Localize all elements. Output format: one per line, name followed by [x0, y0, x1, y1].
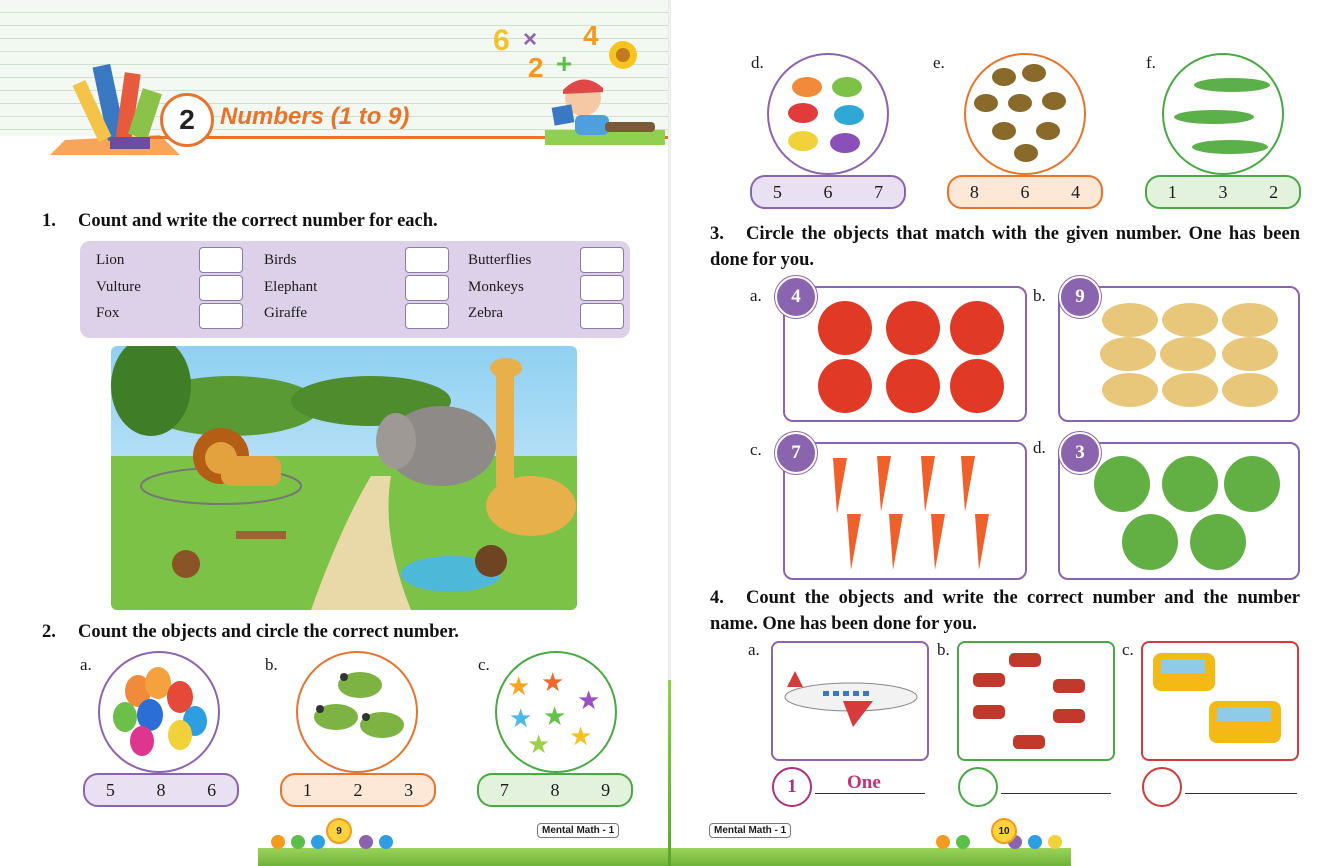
answer-box-giraffe[interactable]: [405, 303, 449, 329]
q2e-options: [947, 175, 1103, 209]
chapter-number: 2: [160, 93, 214, 147]
girl-reading-illustration: [545, 70, 665, 145]
option[interactable]: 3: [1218, 181, 1228, 202]
answer-box-birds[interactable]: [405, 247, 449, 273]
svg-text:6: 6: [493, 24, 510, 57]
answer-box-fox[interactable]: [199, 303, 243, 329]
balloons-circle: [98, 651, 220, 773]
tomatoes-box[interactable]: [783, 286, 1027, 422]
starfish-icon: [497, 653, 615, 771]
option[interactable]: 5: [105, 779, 115, 800]
turtles-icon: [966, 55, 1084, 173]
option[interactable]: 6: [823, 181, 833, 202]
airplane-box: [771, 641, 929, 761]
option[interactable]: 5: [772, 181, 782, 202]
page-number-left: 9: [326, 818, 352, 844]
q2a-options: [83, 773, 239, 807]
svg-text:★: ★: [509, 704, 533, 734]
carrots-icon: [785, 444, 1025, 578]
label-monkeys: Monkeys: [468, 279, 524, 295]
svg-text:★: ★: [541, 668, 565, 698]
question-2-text: Count the objects and circle the correct number.: [78, 622, 459, 642]
tomatoes-icon: [785, 288, 1025, 420]
option[interactable]: 3: [404, 779, 414, 800]
option[interactable]: 8: [156, 779, 166, 800]
option[interactable]: 1: [1167, 181, 1177, 202]
answer-box-butterflies[interactable]: [580, 247, 624, 273]
starfish-circle: [495, 651, 617, 773]
svg-text:×: ×: [523, 26, 538, 53]
q2-label-d: d.: [751, 53, 764, 72]
svg-text:★: ★: [569, 722, 593, 752]
svg-text:2: 2: [528, 52, 544, 83]
option[interactable]: 6: [207, 779, 217, 800]
q2-label-a: a.: [80, 655, 92, 674]
crocodiles-icon: [1164, 55, 1282, 173]
svg-text:★: ★: [577, 686, 601, 716]
label-elephant: Elephant: [264, 279, 318, 295]
svg-text:4: 4: [583, 20, 599, 51]
question-2-number: 2.: [42, 622, 56, 642]
question-4-number: 4.: [710, 588, 724, 608]
frogs-icon: [298, 653, 416, 771]
motorbikes-icon: [959, 643, 1113, 759]
svg-text:★: ★: [527, 730, 551, 760]
number-name-a[interactable]: One: [847, 772, 881, 793]
number-badge: 3: [1059, 432, 1101, 474]
answer-box-zebra[interactable]: [580, 303, 624, 329]
carrots-box[interactable]: [783, 442, 1027, 580]
question-4-text: Count the objects and write the correct number and the number name. One has been done for you.: [710, 588, 1300, 634]
answer-line-a: [815, 793, 925, 794]
answer-box-elephant[interactable]: [405, 275, 449, 301]
count-circle-b[interactable]: [958, 767, 998, 807]
svg-text:★: ★: [543, 702, 567, 732]
left-page: [0, 0, 668, 866]
answer-box-lion[interactable]: [199, 247, 243, 273]
q4-label-b: b.: [937, 640, 950, 659]
answer-box-vulture[interactable]: [199, 275, 243, 301]
count-circle-a[interactable]: 1: [772, 767, 812, 807]
q4-label-a: a.: [748, 640, 760, 659]
turtles-circle: [964, 53, 1086, 175]
question-3-number: 3.: [710, 224, 724, 244]
book-title-left: Mental Math - 1: [537, 823, 619, 838]
crocodiles-circle: [1162, 53, 1284, 175]
book-title-right: Mental Math - 1: [709, 823, 791, 838]
svg-text:+: +: [556, 48, 573, 79]
number-badge: 4: [775, 276, 817, 318]
q2c-options: [477, 773, 633, 807]
label-lion: Lion: [96, 252, 125, 268]
q4-label-c: c.: [1122, 640, 1134, 659]
answer-line-b[interactable]: [1001, 793, 1111, 794]
option[interactable]: 8: [969, 181, 979, 202]
balloons-icon: [100, 653, 218, 771]
motorbikes-box: [957, 641, 1115, 761]
right-page: [671, 0, 1339, 866]
school-bus-icon: [1143, 643, 1297, 759]
question-3-text: Circle the objects that match with the given number. One has been done for you.: [710, 224, 1300, 270]
question-1-text: Count and write the correct number for each.: [78, 211, 438, 231]
zoo-scene-image: [111, 346, 577, 610]
count-table: [80, 241, 630, 338]
question-3: [710, 221, 1300, 273]
school-buses-box: [1141, 641, 1299, 761]
svg-text:★: ★: [507, 672, 531, 702]
option[interactable]: 4: [1071, 181, 1081, 202]
question-2: [42, 622, 459, 643]
fish-circle: [767, 53, 889, 175]
frogs-circle: [296, 651, 418, 773]
q3-label-b: b.: [1033, 286, 1046, 305]
page-number-right: 10: [991, 818, 1017, 844]
answer-box-monkeys[interactable]: [580, 275, 624, 301]
option[interactable]: 8: [550, 779, 560, 800]
q2d-options: [750, 175, 906, 209]
option[interactable]: 9: [601, 779, 611, 800]
option[interactable]: 7: [499, 779, 509, 800]
label-vulture: Vulture: [96, 279, 141, 295]
number-badge: 9: [1059, 276, 1101, 318]
q3-label-d: d.: [1033, 438, 1046, 457]
label-butterflies: Butterflies: [468, 252, 532, 268]
count-circle-c[interactable]: [1142, 767, 1182, 807]
option[interactable]: 2: [1269, 181, 1279, 202]
label-fox: Fox: [96, 305, 120, 321]
option[interactable]: 1: [302, 779, 312, 800]
option[interactable]: 2: [353, 779, 363, 800]
answer-line-c[interactable]: [1185, 793, 1297, 794]
option[interactable]: 7: [874, 181, 884, 202]
q3-label-a: a.: [750, 286, 762, 305]
number-badge: 7: [775, 432, 817, 474]
q2-label-b: b.: [265, 655, 278, 674]
q2-label-f: f.: [1146, 53, 1156, 72]
chapter-title: Numbers (1 to 9): [220, 103, 410, 130]
label-giraffe: Giraffe: [264, 305, 308, 321]
fish-icon: [769, 55, 887, 173]
q2-label-e: e.: [933, 53, 945, 72]
q2-label-c: c.: [478, 655, 490, 674]
question-1-number: 1.: [42, 211, 56, 231]
q2f-options: [1145, 175, 1301, 209]
label-birds: Birds: [264, 252, 297, 268]
airplane-icon: [773, 643, 927, 759]
question-1: [42, 211, 438, 232]
label-zebra: Zebra: [468, 305, 503, 321]
option[interactable]: 6: [1020, 181, 1030, 202]
q2b-options: [280, 773, 436, 807]
q3-label-c: c.: [750, 440, 762, 459]
question-4: [710, 585, 1300, 637]
